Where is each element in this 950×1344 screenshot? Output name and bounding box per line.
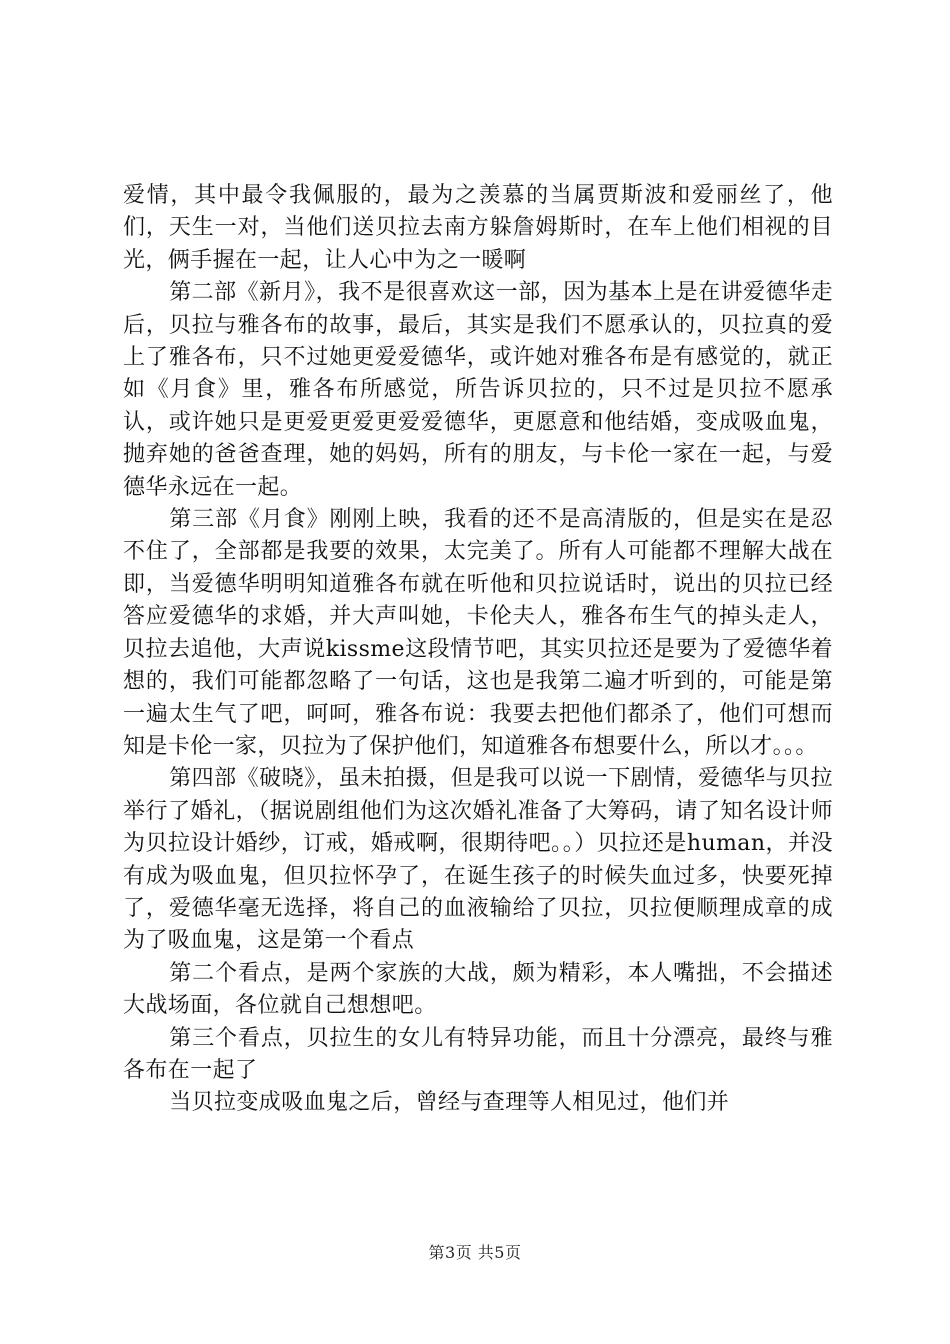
paragraph-6: 第三个看点，贝拉生的女儿有特异功能，而且十分漂亮，最终与雅各布在一起了: [123, 1025, 833, 1083]
paragraph-2: 第二部《新月》，我不是很喜欢这一部，因为基本上是在讲爱德华走后，贝拉与雅各布的故事，最后，其实是我们不愿承认的，贝拉真的爱上了雅各布，只不过她更爱爱德华，或许她对雅各布是有感觉的，就正如《月食》里，雅各布所感觉，所告诉贝拉的，只不过是贝拉不愿承认，或许她只是更爱更爱更爱爱德华，更愿意和他结婚，变成吸血鬼，抛弃她的爸爸查理，她的妈妈，所有的朋友，与卡伦一家在一起，与爱德华永远在一起。: [123, 280, 833, 500]
paragraph-5: 第二个看点，是两个家族的大战，颇为精彩，本人嘴拙，不会描述大战场面，各位就自己想想吧。: [123, 960, 833, 1019]
paragraph-7: 当贝拉变成吸血鬼之后，曾经与查理等人相见过，他们并: [169, 1090, 730, 1116]
article-body: [123, 180, 833, 1120]
paragraph-4: 第四部《破晓》，虽未拍摄，但是我可以说一下剧情，爱德华与贝拉举行了婚礼，（据说剧组他们为这次婚礼准备了大筹码，请了知名设计师为贝拉设计婚纱，订戒，婚戒啊，很期待吧。。）贝拉还是human，并没有成为吸血鬼，但贝拉怀孕了，在诞生孩子的时候失血过多，快要死掉了，爱德华毫无选择，将自己的血液输给了贝拉，贝拉便顺理成章的成为了吸血鬼，这是第一个看点: [123, 766, 833, 954]
page-number-footer: 第3页 共5页: [428, 1243, 522, 1262]
paragraph-1: 爱情，其中最令我佩服的，最为之羡慕的当属贾斯波和爱丽丝了，他们，天生一对，当他们送贝拉去南方躲詹姆斯时，在车上他们相视的目光，俩手握在一起，让人心中为之一暖啊: [123, 183, 833, 273]
paragraph-3: 第三部《月食》刚刚上映，我看的还不是高清版的，但是实在是忍不住了，全部都是我要的效果，太完美了。所有人可能都不理解大战在即，当爱德华明明知道雅各布就在听他和贝拉说话时，说出的贝拉已经答应爱德华的求婚，并大声叫她，卡伦夫人，雅各布生气的掉头走人，贝拉去追他，大声说kissme这段情节吧，其实贝拉还是要为了爱德华着想的，我们可能都忽略了一句话，这也是我第二遍才听到的，可能是第一遍太生气了吧，呵呵，雅各布说：我要去把他们都杀了，他们可想而知是卡伦一家，贝拉为了保护他们，知道雅各布想要什么，所以才。。。: [123, 507, 833, 759]
